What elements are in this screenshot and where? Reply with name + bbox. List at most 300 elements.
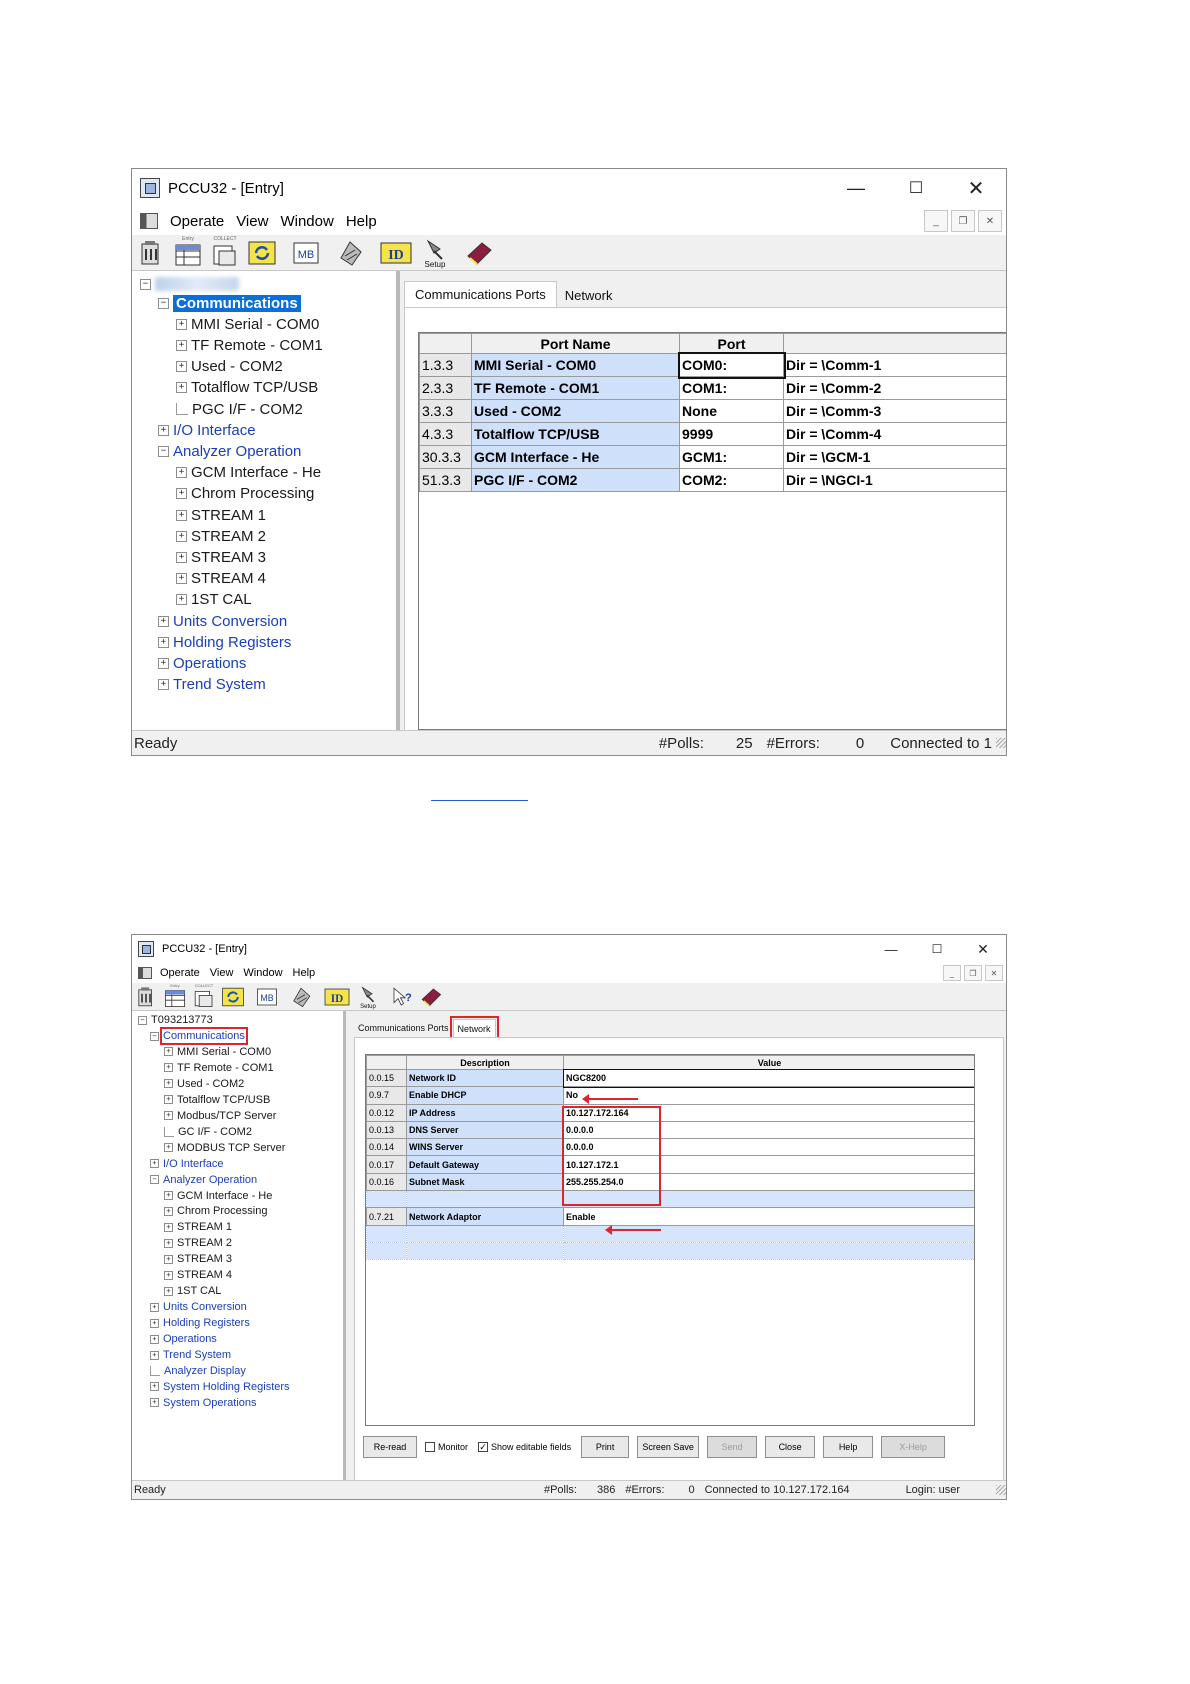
toolbar — [132, 235, 1006, 271]
expand-icon[interactable]: + — [176, 361, 187, 372]
table-row[interactable] — [367, 1104, 976, 1121]
menu-bar — [132, 207, 1006, 235]
tree-item-label: PGC I/F - COM2 — [192, 400, 303, 418]
menu-help[interactable]: Help — [345, 212, 377, 230]
expand-icon[interactable]: + — [164, 1063, 173, 1072]
tree-item-stream-4[interactable] — [176, 569, 266, 589]
entry-icon[interactable] — [173, 235, 203, 268]
mdi-close-button[interactable]: ✕ — [985, 965, 1003, 981]
polls-value: 25 — [735, 734, 753, 752]
expand-icon[interactable]: + — [176, 594, 187, 605]
description-cell: Subnet Mask — [407, 1173, 564, 1190]
mdi-child-icon — [138, 967, 152, 979]
register-id-cell: 0.7.21 — [367, 1208, 407, 1225]
minimize-button[interactable]: — — [847, 177, 865, 198]
collapse-icon[interactable]: − — [150, 1175, 159, 1184]
resize-grip-icon[interactable] — [996, 1485, 1006, 1495]
context-help-icon[interactable] — [390, 985, 414, 1009]
value-cell[interactable] — [564, 1225, 976, 1242]
tree-item-label: STREAM 4 — [177, 1269, 233, 1282]
monitor-checkbox[interactable] — [425, 1442, 468, 1452]
column-header-value: Value — [564, 1056, 976, 1070]
expand-icon[interactable]: + — [176, 467, 187, 478]
port-cell[interactable]: None — [680, 400, 784, 423]
mdi-close-button[interactable]: ✕ — [978, 210, 1002, 232]
help-button[interactable]: Help — [823, 1436, 873, 1458]
table-row[interactable] — [420, 423, 1008, 446]
column-header-description: Description — [407, 1056, 564, 1070]
table-row[interactable] — [367, 1087, 976, 1104]
description-cell: WINS Server — [407, 1139, 564, 1156]
directory-cell: Dir = \Comm-3 — [784, 400, 1008, 423]
status-bar — [132, 1480, 1006, 1499]
menu-operate[interactable]: Operate — [160, 967, 200, 979]
network-table — [366, 1055, 975, 1260]
tree-item-pgc-i-f-com2[interactable] — [176, 399, 303, 419]
tree-item-label: I/O Interface — [163, 1157, 224, 1170]
tree-root-label-redacted — [155, 277, 239, 291]
value-cell[interactable]: 255.255.254.0 — [564, 1173, 976, 1190]
expand-icon[interactable]: + — [150, 1303, 159, 1312]
value-cell[interactable]: No — [564, 1087, 976, 1104]
description-cell: IP Address — [407, 1104, 564, 1121]
pccu-window-network — [131, 934, 1007, 1500]
expand-icon[interactable]: + — [150, 1319, 159, 1328]
expand-icon[interactable]: + — [164, 1207, 173, 1216]
navigation-tree — [132, 1011, 346, 1483]
mdi-minimize-button[interactable]: _ — [943, 965, 961, 981]
tree-item-communications[interactable] — [158, 293, 301, 313]
table-row[interactable] — [420, 400, 1008, 423]
tree-item-trend-system[interactable] — [158, 675, 266, 695]
expand-icon[interactable]: + — [158, 637, 169, 648]
maximize-button[interactable]: ☐ — [908, 180, 924, 197]
table-row-empty[interactable] — [367, 1191, 976, 1208]
tree-leaf-connector — [176, 403, 188, 415]
tree-item-gcm-interface-he[interactable] — [164, 1189, 272, 1203]
table-row[interactable] — [367, 1070, 976, 1087]
table-row[interactable] — [420, 354, 1008, 377]
setup-caption: Setup — [424, 259, 446, 269]
reread-button[interactable]: Re-read — [363, 1436, 417, 1458]
tree-item-label: Analyzer Display — [164, 1364, 246, 1377]
register-id-cell: 51.3.3 — [420, 469, 472, 492]
expand-icon[interactable]: + — [176, 382, 187, 393]
tree-item-gc-i-f-com2[interactable] — [164, 1125, 252, 1139]
collapse-icon[interactable]: − — [150, 1032, 159, 1041]
tree-item-label: Chrom Processing — [177, 1205, 268, 1218]
tree-item-stream-3[interactable] — [176, 547, 266, 567]
column-header-id — [367, 1056, 407, 1070]
annotation-arrow-dhcp — [588, 1098, 638, 1100]
tree-item-system-holding-registers[interactable] — [150, 1380, 290, 1394]
table-row-empty[interactable] — [367, 1242, 976, 1259]
content-panel — [346, 1011, 1007, 1483]
polls-label: #Polls: — [543, 1484, 577, 1496]
tree-item-analyzer-operation[interactable] — [158, 441, 301, 461]
setup-icon[interactable] — [420, 237, 450, 269]
tree-item-label: Units Conversion — [173, 612, 288, 630]
ports-table — [419, 333, 1007, 492]
entry-caption: Entry — [170, 982, 180, 988]
register-id-cell: 30.3.3 — [420, 446, 472, 469]
tree-item-label: STREAM 1 — [177, 1221, 233, 1234]
annotation-box-ip-settings — [562, 1106, 661, 1206]
port-name-cell: PGC I/F - COM2 — [472, 469, 680, 492]
network-grid — [365, 1054, 975, 1426]
expand-icon[interactable]: + — [176, 488, 187, 499]
directory-cell: Dir = \Comm-1 — [784, 354, 1008, 377]
meter-icon[interactable] — [136, 238, 166, 268]
toolbar — [132, 983, 1006, 1011]
register-id-cell: 0.0.12 — [367, 1104, 407, 1121]
tree-leaf-connector — [150, 1366, 160, 1376]
description-cell — [407, 1242, 564, 1259]
errors-value: 0 — [688, 1484, 695, 1496]
close-button[interactable]: ✕ — [977, 940, 989, 957]
expand-icon[interactable]: + — [164, 1191, 173, 1200]
tree-item-stream-2[interactable] — [164, 1236, 232, 1250]
register-id-cell: 1.3.3 — [420, 354, 472, 377]
register-id-cell: 0.0.13 — [367, 1121, 407, 1138]
description-cell: Network Adaptor — [407, 1208, 564, 1225]
expand-icon[interactable]: + — [158, 425, 169, 436]
value-cell[interactable] — [564, 1242, 976, 1259]
expand-icon[interactable]: + — [176, 552, 187, 563]
menu-window[interactable]: Window — [243, 967, 283, 979]
directory-cell: Dir = \GCM-1 — [784, 446, 1008, 469]
tree-item-stream-1[interactable] — [176, 505, 266, 525]
connection-status: Connected to 10.127.172.164 — [704, 1484, 850, 1496]
port-cell[interactable]: GCM1: — [680, 446, 784, 469]
monitor-label: Monitor — [438, 1442, 469, 1452]
register-id-cell — [367, 1225, 407, 1242]
tab-page — [354, 1037, 1004, 1481]
register-id-cell: 0.0.17 — [367, 1156, 407, 1173]
tree-item-gcm-interface-he[interactable] — [176, 463, 321, 483]
tree-item-label: Totalflow TCP/USB — [191, 379, 319, 397]
title-bar — [132, 169, 1006, 207]
entry-icon[interactable] — [163, 982, 187, 1009]
tree-item-label: STREAM 2 — [191, 527, 267, 545]
errors-label: #Errors: — [766, 734, 820, 752]
collapse-icon[interactable]: − — [140, 279, 151, 290]
annotation-arrow-adaptor — [611, 1229, 661, 1231]
expand-icon[interactable]: + — [164, 1111, 173, 1120]
expand-icon[interactable]: + — [164, 1095, 173, 1104]
port-cell[interactable]: 9999 — [680, 423, 784, 446]
table-row[interactable] — [420, 377, 1008, 400]
refresh-icon[interactable] — [221, 985, 245, 1009]
table-row[interactable] — [367, 1121, 976, 1138]
monitor-checkbox-box[interactable] — [425, 1442, 435, 1452]
tree-item-tf-remote-com1[interactable] — [164, 1061, 274, 1075]
expand-icon[interactable]: + — [158, 616, 169, 627]
value-cell[interactable]: 10.127.172.1 — [564, 1156, 976, 1173]
tree-item-label: Chrom Processing — [191, 485, 315, 503]
tree-item-label: Holding Registers — [163, 1317, 250, 1330]
tree-leaf-connector — [164, 1127, 174, 1137]
xhelp-button[interactable]: X-Help — [881, 1436, 945, 1458]
send-button[interactable]: Send — [707, 1436, 757, 1458]
port-name-cell: GCM Interface - He — [472, 446, 680, 469]
expand-icon[interactable]: + — [176, 531, 187, 542]
meter-icon[interactable] — [134, 985, 158, 1009]
port-cell[interactable]: COM1: — [680, 377, 784, 400]
column-header-port-name: Port Name — [472, 334, 680, 354]
directory-cell: Dir = \Comm-2 — [784, 377, 1008, 400]
expand-icon[interactable]: + — [164, 1047, 173, 1056]
tree-item-label: System Holding Registers — [163, 1380, 290, 1393]
column-header-id — [420, 334, 472, 354]
tree-item-analyzer-operation[interactable] — [150, 1173, 257, 1187]
tree-item-label: 1ST CAL — [177, 1285, 222, 1298]
expand-icon[interactable]: + — [164, 1143, 173, 1152]
status-bar — [132, 730, 1006, 755]
menu-help[interactable]: Help — [292, 967, 316, 979]
register-id-cell: 2.3.3 — [420, 377, 472, 400]
tree-item-trend-system[interactable] — [150, 1348, 231, 1362]
collapse-icon[interactable]: − — [158, 446, 169, 457]
title-bar — [132, 935, 1006, 963]
content-panel — [400, 271, 1007, 731]
tree-item-label: Communications — [173, 295, 301, 312]
tree-item-label: GC I/F - COM2 — [178, 1125, 252, 1138]
tree-item-totalflow-tcp-usb[interactable] — [164, 1093, 270, 1107]
tree-item-label: Operations — [163, 1333, 217, 1346]
expand-icon[interactable]: + — [164, 1255, 173, 1264]
close-dialog-button[interactable]: Close — [765, 1436, 815, 1458]
tree-root[interactable] — [138, 1013, 213, 1027]
tree-item-used-com2[interactable] — [176, 357, 283, 377]
refresh-icon[interactable] — [247, 238, 277, 268]
help-book-icon[interactable] — [464, 238, 494, 268]
status-ready: Ready — [134, 1484, 166, 1496]
value-cell[interactable]: 0.0.0.0 — [564, 1139, 976, 1156]
checkmark-icon[interactable]: ✓ — [479, 1442, 487, 1452]
tree-item-label: GCM Interface - He — [191, 464, 322, 482]
register-id-cell: 3.3.3 — [420, 400, 472, 423]
tree-item-label: Analyzer Operation — [163, 1173, 258, 1186]
expand-icon[interactable]: + — [150, 1351, 159, 1360]
modbus-icon[interactable] — [255, 985, 279, 1009]
mdi-restore-button[interactable]: ❐ — [951, 210, 975, 232]
close-button[interactable]: ✕ — [967, 177, 985, 200]
polls-label: #Polls: — [658, 734, 704, 752]
collapse-icon[interactable]: − — [158, 298, 169, 309]
menu-window[interactable]: Window — [280, 212, 334, 230]
id-icon-label: ID — [330, 992, 344, 1005]
table-row[interactable] — [367, 1173, 976, 1190]
pccu-window-communications — [131, 168, 1007, 756]
table-row[interactable] — [420, 446, 1008, 469]
tree-item-holding-registers[interactable] — [150, 1316, 250, 1330]
tree-item-holding-registers[interactable] — [158, 632, 291, 652]
tree-item-label: MMI Serial - COM0 — [191, 315, 320, 333]
register-id-cell: 4.3.3 — [420, 423, 472, 446]
tree-item-i-o-interface[interactable] — [150, 1157, 224, 1171]
setup-icon[interactable] — [356, 984, 380, 1010]
tree-item-tf-remote-com1[interactable] — [176, 335, 323, 355]
entry-caption: Entry — [182, 235, 194, 242]
register-id-cell — [367, 1191, 407, 1208]
id-icon-label: ID — [388, 247, 404, 263]
tree-item-label: Modbus/TCP Server — [177, 1109, 277, 1122]
expand-icon[interactable]: + — [158, 658, 169, 669]
expand-icon[interactable]: + — [164, 1271, 173, 1280]
collapse-icon[interactable]: − — [138, 1016, 147, 1025]
expand-icon[interactable]: + — [176, 510, 187, 521]
tree-item-label: Communications — [163, 1030, 245, 1042]
tree-item-label: STREAM 4 — [191, 570, 267, 588]
description-cell: Network ID — [407, 1070, 564, 1087]
tab-page — [404, 307, 1007, 731]
expand-icon[interactable]: + — [176, 573, 187, 584]
print-button[interactable]: Print — [581, 1436, 629, 1458]
table-row-empty[interactable] — [367, 1225, 976, 1242]
ports-grid — [418, 332, 1007, 730]
port-name-cell: TF Remote - COM1 — [472, 377, 680, 400]
tree-item-i-o-interface[interactable] — [158, 420, 256, 440]
calculator-icon[interactable] — [289, 985, 313, 1009]
directory-cell: Dir = \Comm-4 — [784, 423, 1008, 446]
help-book-icon[interactable] — [419, 985, 443, 1009]
expand-icon[interactable]: + — [164, 1079, 173, 1088]
expand-icon[interactable]: + — [164, 1239, 173, 1248]
tab-network[interactable]: Network — [453, 1019, 496, 1037]
tree-item-1st-cal[interactable] — [176, 590, 252, 610]
port-cell[interactable]: COM2: — [680, 469, 784, 492]
tree-item-chrom-processing[interactable] — [176, 484, 314, 504]
modbus-icon[interactable] — [291, 238, 321, 268]
collect-icon[interactable] — [210, 235, 240, 268]
expand-icon[interactable]: + — [150, 1335, 159, 1344]
setup-caption: Setup — [360, 1003, 376, 1010]
tree-item-modbus-tcp-server[interactable] — [164, 1109, 276, 1123]
tree-item-used-com2[interactable] — [164, 1077, 244, 1091]
tree-item-operations[interactable] — [150, 1332, 217, 1346]
tree-item-label: TF Remote - COM1 — [177, 1061, 274, 1074]
value-cell[interactable]: Enable — [564, 1208, 976, 1225]
mdi-minimize-button[interactable]: _ — [924, 210, 948, 232]
tree-item-analyzer-display[interactable] — [150, 1364, 246, 1378]
tree-item-stream-1[interactable] — [164, 1220, 232, 1234]
tree-item-stream-4[interactable] — [164, 1268, 232, 1282]
table-row[interactable] — [420, 469, 1008, 492]
calculator-icon[interactable] — [335, 238, 365, 268]
expand-icon[interactable]: + — [176, 319, 187, 330]
maximize-button[interactable]: ☐ — [931, 942, 943, 956]
tree-item-label: TF Remote - COM1 — [191, 336, 323, 354]
tree-item-label: Units Conversion — [163, 1301, 247, 1314]
id-icon[interactable] — [379, 238, 413, 268]
show-editable-label: Show editable fields — [491, 1442, 572, 1452]
expand-icon[interactable]: + — [150, 1382, 159, 1391]
show-editable-checkbox[interactable] — [478, 1442, 571, 1452]
expand-icon[interactable]: + — [164, 1223, 173, 1232]
table-row[interactable] — [367, 1139, 976, 1156]
tree-item-communications[interactable] — [150, 1029, 245, 1043]
window-title: PCCU32 - [Entry] — [162, 943, 247, 955]
id-icon[interactable] — [323, 985, 351, 1009]
description-cell — [407, 1191, 564, 1208]
collect-icon[interactable] — [192, 982, 216, 1009]
tree-item-label: Operations — [173, 654, 247, 672]
column-header-extra — [784, 334, 1008, 354]
tree-item-label: Holding Registers — [173, 633, 292, 651]
tree-item-stream-2[interactable] — [176, 526, 266, 546]
tree-item-label: STREAM 3 — [191, 548, 267, 566]
tree-item-modbus-tcp-server[interactable] — [164, 1141, 285, 1155]
tree-item-units-conversion[interactable] — [150, 1300, 247, 1314]
port-cell[interactable]: COM0: — [680, 354, 784, 377]
tree-item-mmi-serial-com0[interactable] — [176, 314, 319, 334]
table-row[interactable] — [367, 1156, 976, 1173]
value-cell[interactable]: NGC8200 — [564, 1070, 976, 1087]
tree-item-label: Used - COM2 — [177, 1077, 245, 1090]
port-name-cell: MMI Serial - COM0 — [472, 354, 680, 377]
expand-icon[interactable]: + — [150, 1398, 159, 1407]
directory-cell: Dir = \NGCI-1 — [784, 469, 1008, 492]
tree-item-system-operations[interactable] — [150, 1396, 257, 1410]
tree-item-units-conversion[interactable] — [158, 611, 287, 631]
tree-item-stream-3[interactable] — [164, 1252, 232, 1266]
button-row — [363, 1436, 953, 1458]
menu-operate[interactable]: Operate — [170, 212, 225, 230]
expand-icon[interactable]: + — [164, 1287, 173, 1296]
tab-communications-ports[interactable]: Communications Ports — [354, 1019, 453, 1037]
tree-item-label: Trend System — [163, 1349, 232, 1361]
svg-text:?: ? — [404, 991, 412, 1004]
errors-label: #Errors: — [625, 1484, 665, 1496]
polls-value: 386 — [596, 1484, 616, 1496]
errors-value: 0 — [855, 734, 865, 752]
mdi-restore-button[interactable]: ❐ — [964, 965, 982, 981]
expand-icon[interactable]: + — [176, 340, 187, 351]
tab-network[interactable]: Network — [557, 283, 621, 307]
expand-icon[interactable]: + — [150, 1159, 159, 1168]
tree-root[interactable] — [140, 275, 239, 293]
column-header-port: Port — [680, 334, 784, 354]
underline-divider — [431, 800, 528, 801]
port-name-cell: Used - COM2 — [472, 400, 680, 423]
menu-bar — [132, 963, 1006, 983]
minimize-button[interactable]: — — [884, 941, 898, 957]
tree-item-mmi-serial-com0[interactable] — [164, 1045, 271, 1059]
tree-item-label: STREAM 3 — [177, 1253, 233, 1266]
tree-item-label: I/O Interface — [173, 421, 256, 439]
table-row[interactable] — [367, 1208, 976, 1225]
expand-icon[interactable]: + — [158, 679, 169, 690]
tree-item-label: STREAM 1 — [191, 506, 267, 524]
tree-item-chrom-processing[interactable] — [164, 1204, 267, 1218]
menu-view[interactable]: View — [209, 967, 234, 979]
tree-item-totalflow-tcp-usb[interactable] — [176, 378, 318, 398]
register-id-cell: 0.0.16 — [367, 1173, 407, 1190]
description-cell: Enable DHCP — [407, 1087, 564, 1104]
tab-communications-ports[interactable]: Communications Ports — [404, 281, 557, 307]
collect-caption: COLLECT — [194, 982, 214, 988]
description-cell: Default Gateway — [407, 1156, 564, 1173]
value-cell[interactable]: 10.127.172.164 — [564, 1104, 976, 1121]
resize-grip-icon[interactable] — [996, 738, 1006, 748]
value-cell[interactable]: 0.0.0.0 — [564, 1121, 976, 1138]
tree-item-1st-cal[interactable] — [164, 1284, 221, 1298]
port-name-cell: Totalflow TCP/USB — [472, 423, 680, 446]
menu-view[interactable]: View — [236, 212, 269, 230]
tree-item-operations[interactable] — [158, 653, 246, 673]
screen-save-button[interactable]: Screen Save — [637, 1436, 699, 1458]
